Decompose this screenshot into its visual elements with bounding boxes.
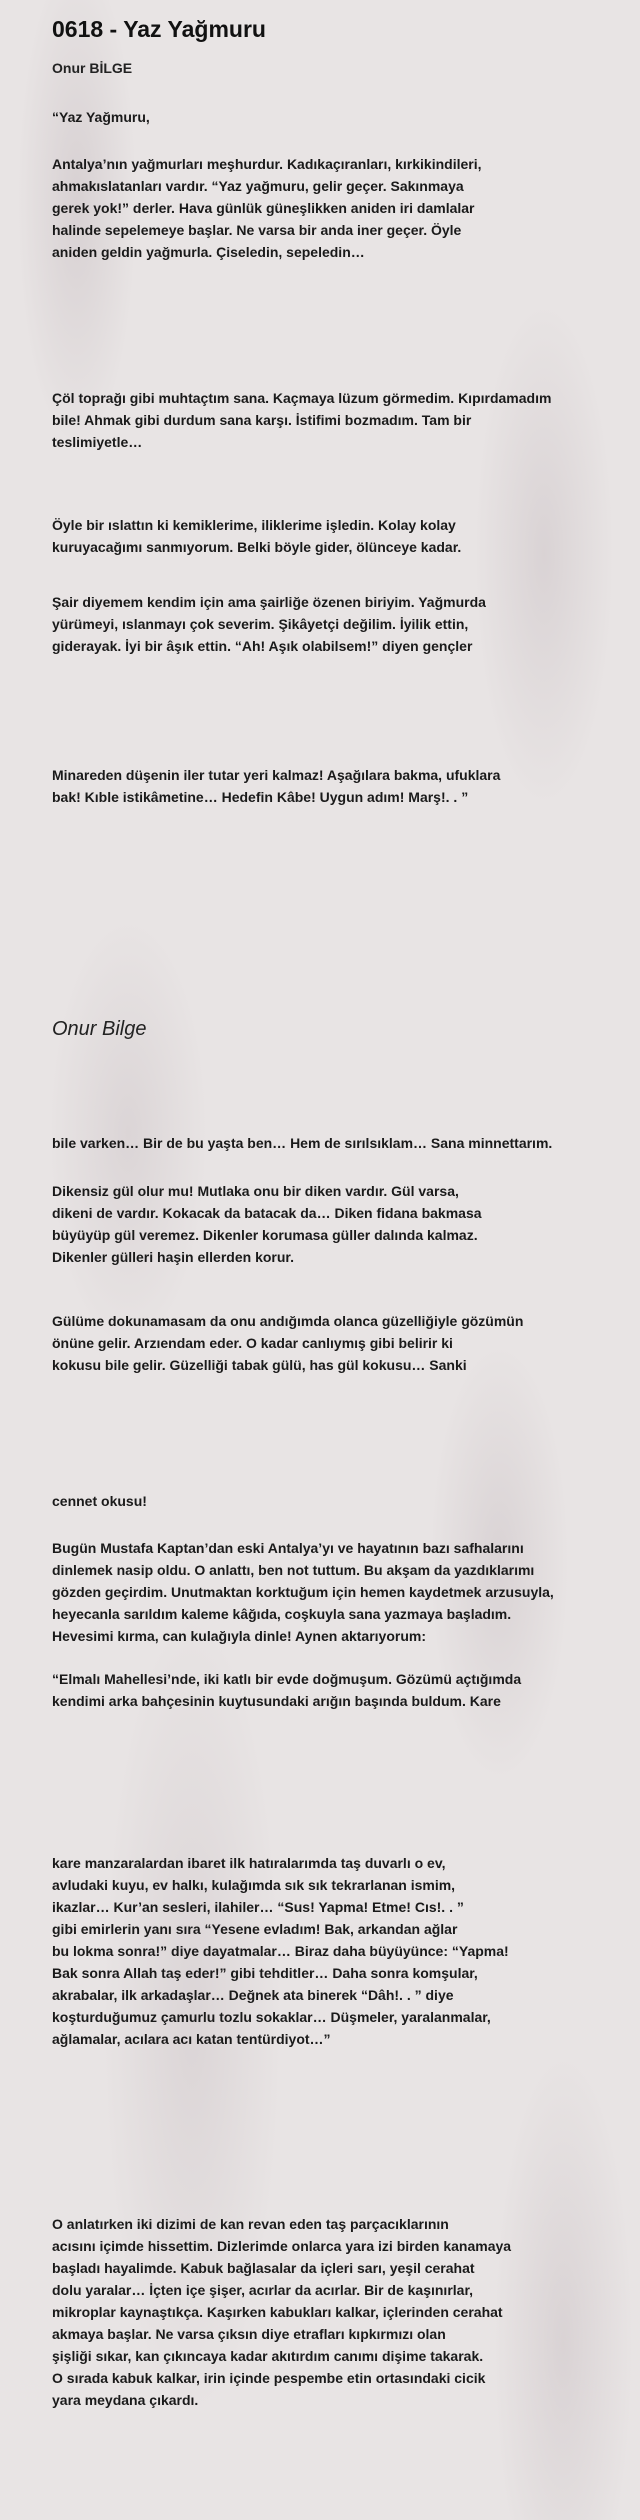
paragraph: Gülüme dokunamasam da onu andığımda olanca güzelliğiyle gözümün önüne gelir. Arzıendam eder. O kadar canlıymış gibi belirir ki kokusu bile gelir. Güzelliği tabak gülü, has gül kokusu… Sanki [52, 1313, 524, 1373]
paragraph: “Elmalı Mahellesi’nde, iki katlı bir evde doğmuşum. Gözümü açtığımda kendimi arka bahçesinin kuytusundaki arığın başında buldum. Kare [52, 1671, 522, 1709]
paragraph: Antalya’nın yağmurları meşhurdur. Kadıkaçıranları, kırkikindileri, ahmakıslatanları vardır. “Yaz yağmuru, gelir geçer. Sakınmaya gerek yok!” derler. Hava günlük güneşlikken aniden iri damlalar halinde sepelemeye başlar. Ne varsa bir anda iner geçer. Öyle aniden geldin yağmurla. Çiseledin, sepeledin… [52, 156, 482, 260]
page-title: 0618 - Yaz Yağmuru [52, 16, 266, 42]
author-name: Onur BİLGE [52, 60, 133, 76]
paragraph: Çöl toprağı gibi muhtaçtım sana. Kaçmaya lüzum görmedim. Kıpırdamadım bile! Ahmak gibi durdum sana karşı. İstifimi bozmadım. Tam bir teslimiyetle… [52, 390, 552, 450]
paragraph-salutation: “Yaz Yağmuru, [52, 109, 150, 125]
paragraph: Şair diyemem kendim için ama şairliğe özenen biriyim. Yağmurda yürümeyi, ıslanmayı çok severim. Şikâyetçi değilim. İyilik ettin, giderayak. İyi bir âşık ettin. “Ah! Aşık olabilsem!” diyen gençler [52, 594, 486, 654]
paragraph: Dikensiz gül olur mu! Mutlaka onu bir diken vardır. Gül varsa, dikeni de vardır. Kokacak da batacak da… Diken fidana bakmasa büyüyüp gül veremez. Dikenler korumasa güller dalında kalmaz. Dikenler gülleri haşin ellerden korur. [52, 1183, 482, 1265]
paragraph: cennet okusu! [52, 1493, 147, 1509]
paragraph: kare manzaralardan ibaret ilk hatıralarımda taş duvarlı o ev, avludaki kuyu, ev halkı, kulağımda sık sık tekrarlanan ismim, ikazlar… Kur’an sesleri, ilahiler… “Sus! Yapma! Etme! Cıs!. . ” gibi emirlerin yanı sıra “Yesene evladım! Bak, arkandan ağlar bu lokma sonra!” diye dayatmalar… Biraz daha büyüyünce: “Yapma! Bak sonra Allah taş eder!” gibi tehditler… Daha sonra komşular, akrabalar, ilk arkadaşlar… Değnek ata binerek “Dâh!. . ” diye koşturduğumuz çamurlu tozlu sokaklar… Düşmeler, yaralanmalar, ağlamalar, acılara acı katan tentürdiyot…” [52, 1855, 509, 2047]
paragraph: Minareden düşenin iler tutar yeri kalmaz! Aşağılara bakma, ufuklara bak! Kıble istikâmetine… Hedefin Kâbe! Uygun adım! Marş!. . ” [52, 767, 501, 805]
paragraph: O anlatırken iki dizimi de kan revan eden taş parçacıklarının acısını içimde hissettim. Dizlerimde onlarca yara izi birden kanamaya başladı hayalimde. Kabuk bağlasalar da içleri sarı, yeşil cerahat dolu yaralar… İçten içe şişer, acırlar da acırlar. Bir de kaşınırlar, mikroplar kaynaştıkça. Kaşırken kabukları kalkar, içlerinden cerahat akmaya başlar. Ne varsa çıksın diye etrafları kıpkırmızı olan şişliği sıkar, kan çıkıncaya kadar akıtırdım canımı dişime takarak. O sırada kabuk kalkar, irin içinde pespembe etin ortasındaki cicik yara meydana çıkardı. [52, 2216, 512, 2408]
paragraph: Bugün Mustafa Kaptan’dan eski Antalya’yı ve hayatının bazı safhalarını dinlemek nasip oldu. O anlattı, ben not tuttum. Bu akşam da yazdıklarımı gözden geçirdim. Unutmaktan korktuğum için hemen kaydetmek arzusuyla, heyecanla sarıldım kaleme kâğıda, coşkuyla sana yazmaya başladım. Hevesimi kırma, can kulağıyla dinle! Aynen aktarıyorum: [52, 1540, 554, 1644]
paragraph: bile varken… Bir de bu yaşta ben… Hem de sırılsıklam… Sana minnettarım. [52, 1135, 553, 1151]
paragraph: Öyle bir ıslattın ki kemiklerime, iliklerime işledin. Kolay kolay kuruyacağımı sanmıyorum. Belki böyle gider, ölünceye kadar. [52, 517, 462, 555]
author-signature: Onur Bilge [52, 1018, 147, 1040]
